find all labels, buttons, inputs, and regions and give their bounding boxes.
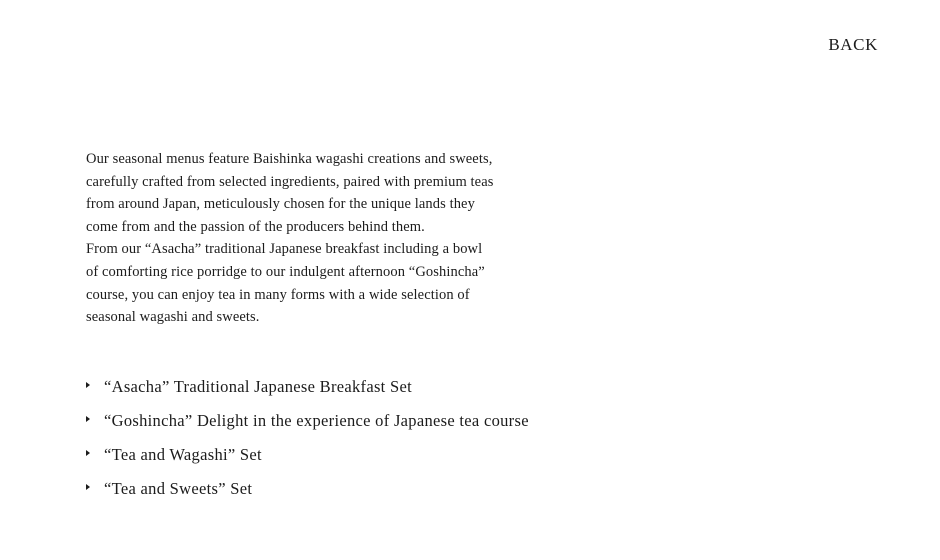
menu-item-label[interactable]: “Goshincha” Delight in the experience of Japanese tea course xyxy=(104,411,529,430)
triangle-bullet-icon xyxy=(86,416,90,422)
menu-item-goshincha[interactable] xyxy=(86,404,686,438)
intro-section xyxy=(86,148,556,329)
triangle-bullet-icon xyxy=(86,484,90,490)
triangle-bullet-icon xyxy=(86,450,90,456)
back-link[interactable]: BACK xyxy=(828,35,878,54)
menu-item-tea-and-sweets[interactable] xyxy=(86,472,686,506)
triangle-bullet-icon xyxy=(86,382,90,388)
menu-item-tea-and-wagashi[interactable] xyxy=(86,438,686,472)
menu-item-label[interactable]: “Asacha” Traditional Japanese Breakfast Set xyxy=(104,377,412,396)
menu-item-label[interactable]: “Tea and Sweets” Set xyxy=(104,479,253,498)
menu-list xyxy=(86,370,686,506)
menu-item-label[interactable]: “Tea and Wagashi” Set xyxy=(104,445,262,464)
intro-paragraph: Our seasonal menus feature Baishinka wagashi creations and sweets, carefully crafted from selected ingredients, paired with premium teas from around Japan, meticulously chosen for the unique lands they come from and the passion of the producers behind them. From our “Asacha” traditional Japanese breakfast including a bowl of comforting rice porridge to our indulgent afternoon “Goshincha” course, you can enjoy tea in many forms with a wide selection of seasonal wagashi and sweets. xyxy=(86,151,494,326)
menu-item-asacha[interactable] xyxy=(86,370,686,404)
